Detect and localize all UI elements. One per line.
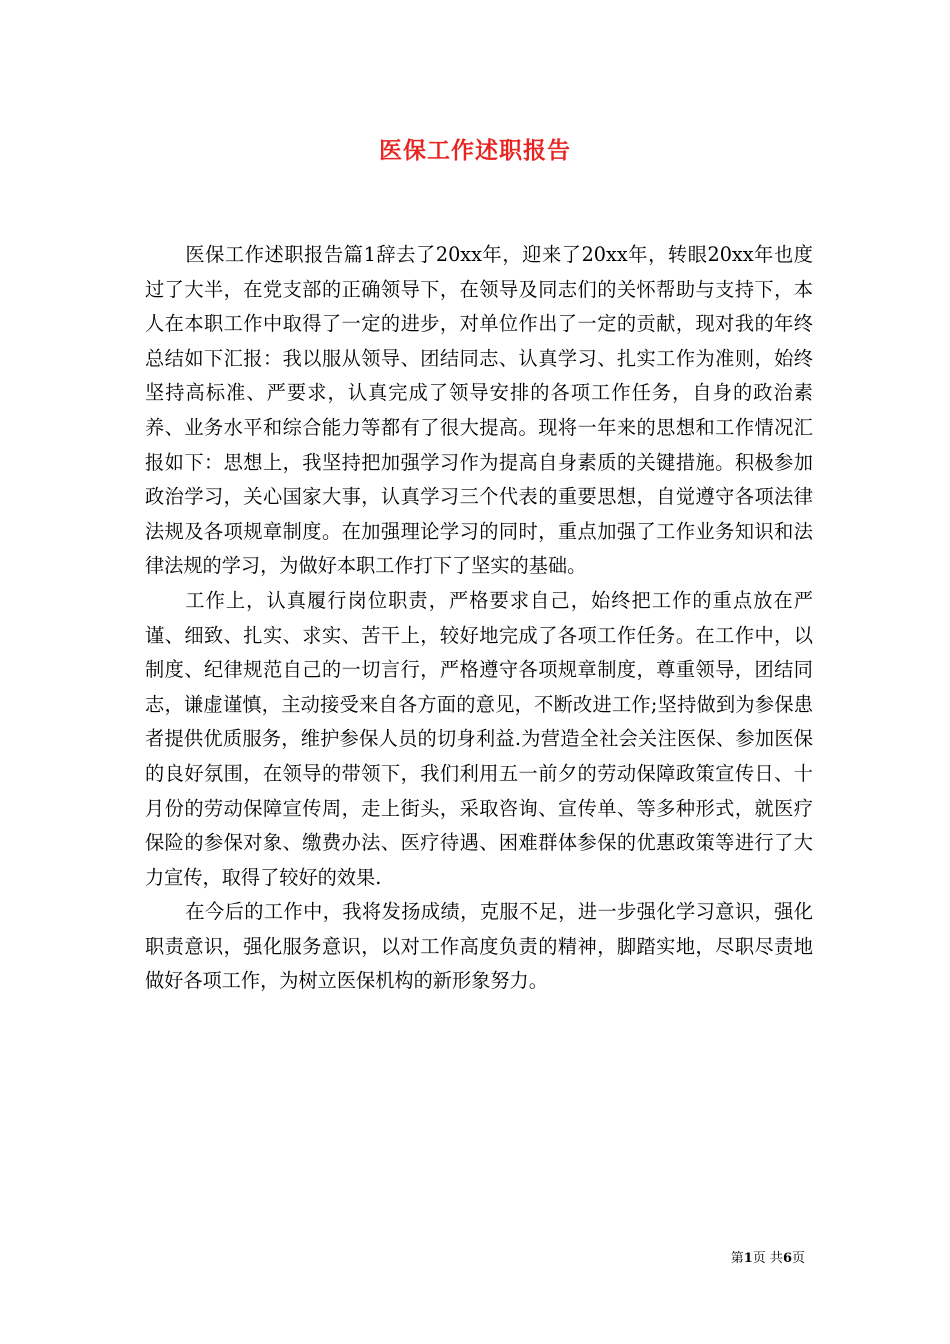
document-body	[145, 238, 813, 999]
page-footer	[731, 1247, 805, 1266]
current-page-number: 1	[743, 1251, 753, 1266]
page-title: 医保工作述职报告	[379, 137, 571, 164]
footer-middle: 页 共	[752, 1251, 783, 1266]
footer-prefix: 第	[730, 1251, 744, 1266]
footer-suffix: 页	[791, 1251, 805, 1266]
paragraph-2: 工作上，认真履行岗位职责，严格要求自己，始终把工作的重点放在严谨、细致、扎实、求实、苦干上，较好地完成了各项工作任务。在工作中，以制度、纪律规范自己的一切言行，严格遵守各项规章制度，尊重领导，团结同志，谦虚谨慎，主动接受来自各方面的意见，不断改进工作;坚持做到为参保患者提供优质服务，维护参保人员的切身利益.为营造全社会关注医保、参加医保的良好氛围，在领导的带领下，我们利用五一前夕的劳动保障政策宣传日、十月份的劳动保障宣传周，走上街头，采取咨询、宣传单、等多种形式，就医疗保险的参保对象、缴费办法、医疗待遇、困难群体参保的优惠政策等进行了大力宣传，取得了较好的效果.	[145, 588, 813, 889]
paragraph-1: 医保工作述职报告篇1辞去了20xx年，迎来了20xx年，转眼20xx年也度过了大半，在党支部的正确领导下，在领导及同志们的关怀帮助与支持下，本人在本职工作中取得了一定的进步，对单位作出了一定的贡献，现对我的年终总结如下汇报：我以服从领导、团结同志、认真学习、扎实工作为准则，始终坚持高标准、严要求，认真完成了领导安排的各项工作任务，自身的政治素养、业务水平和综合能力等都有了很大提高。现将一年来的思想和工作情况汇报如下：思想上，我坚持把加强学习作为提高自身素质的关键措施。积极参加政治学习，关心国家大事，认真学习三个代表的重要思想，自觉遵守各项法律法规及各项规章制度。在加强理论学习的同时，重点加强了工作业务知识和法律法规的学习，为做好本职工作打下了坚实的基础。	[145, 243, 813, 578]
total-pages-number: 6	[782, 1251, 792, 1266]
paragraph-3: 在今后的工作中，我将发扬成绩，克服不足，进一步强化学习意识，强化职责意识，强化服务意识，以对工作高度负责的精神，脚踏实地，尽职尽责地做好各项工作，为树立医保机构的新形象努力。	[145, 900, 813, 993]
